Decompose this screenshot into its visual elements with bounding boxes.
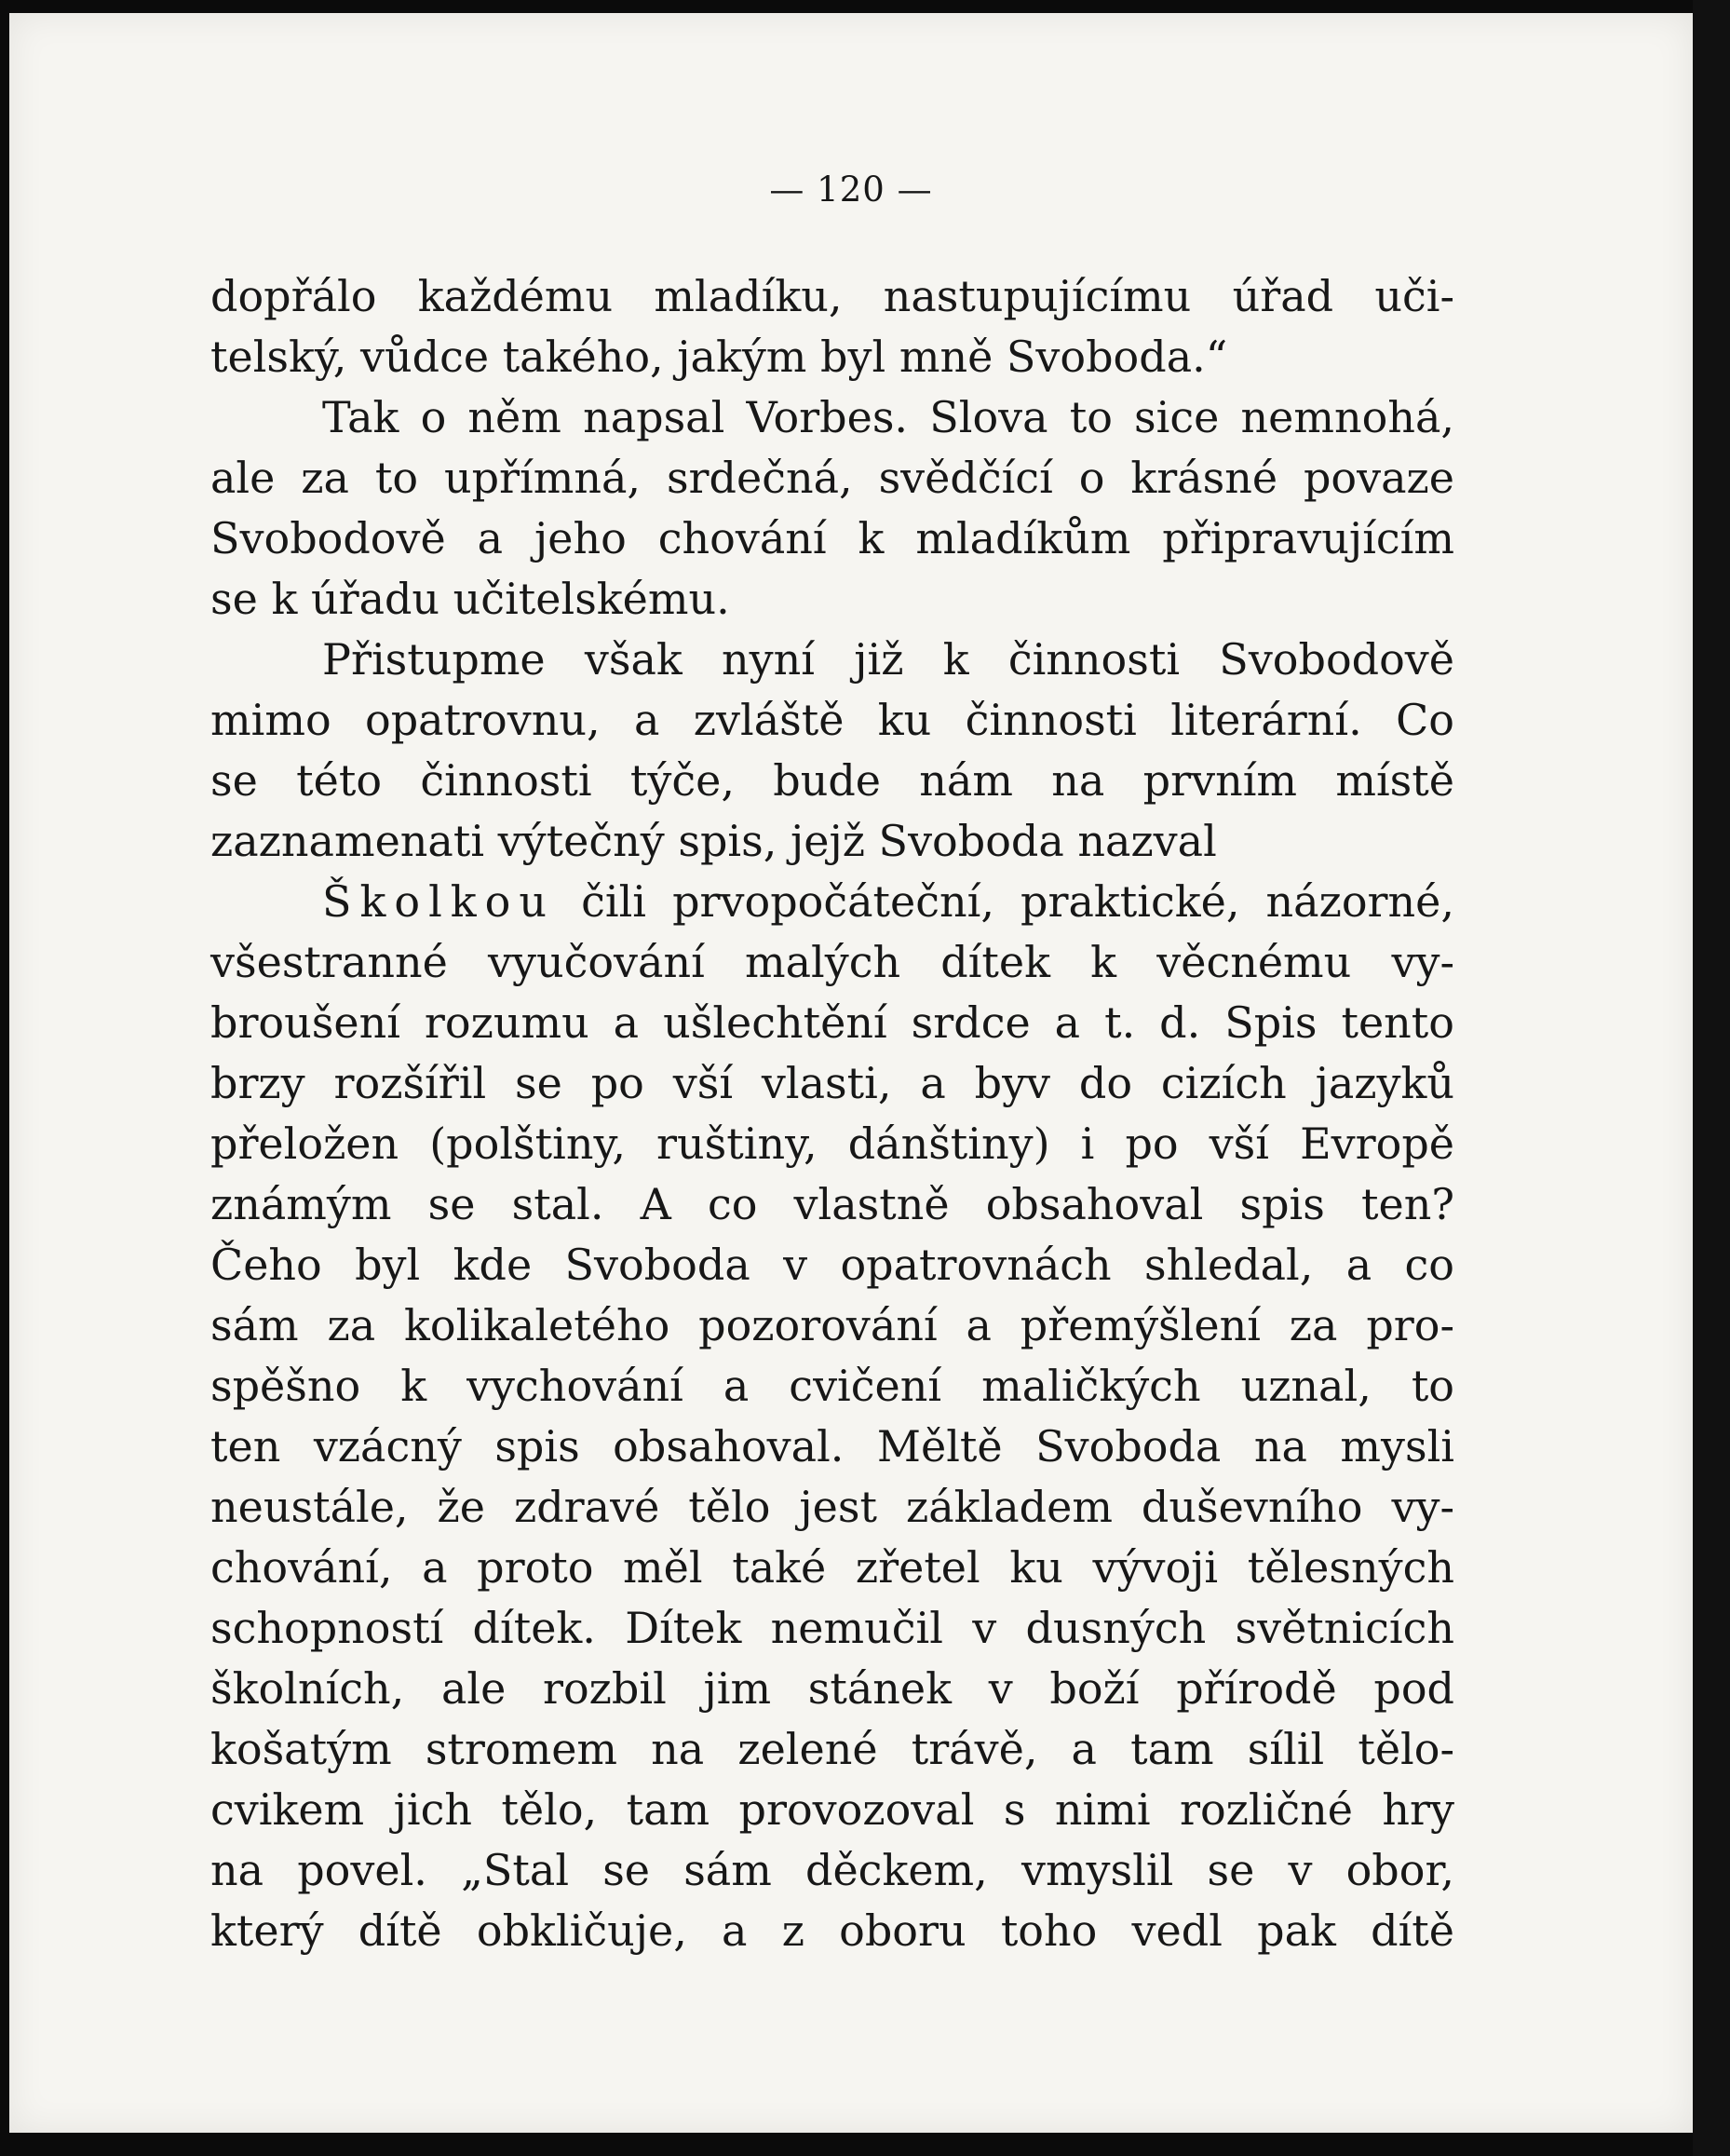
text-line: na povel. „Stal se sám děckem, vmyslil se v obor, bbox=[210, 1845, 1454, 1895]
text-line: zaznamenati výtečný spis, jejž Svoboda nazval bbox=[210, 816, 1217, 866]
text-line: spěšno k vychování a cvičení maličkých uznal, to bbox=[210, 1361, 1454, 1411]
text-line: Tak o něm napsal Vorbes. Slova to sice nemnohá, bbox=[322, 392, 1454, 442]
text-line: ale za to upřímná, srdečná, svědčící o krásné povaze bbox=[210, 453, 1454, 503]
text-line: Přistupme však nyní již k činnosti Svobodově bbox=[322, 634, 1454, 685]
text-line: se k úřadu učitelskému. bbox=[210, 574, 730, 624]
scan-right-edge bbox=[1693, 0, 1730, 2156]
text-line: schopností dítek. Dítek nemučil v dusných světnicích bbox=[210, 1603, 1454, 1653]
text-line: školních, ale rozbil jim stánek v boží přírodě pod bbox=[210, 1663, 1454, 1714]
text-line: broušení rozumu a ušlechtění srdce a t. d. Spis tento bbox=[210, 997, 1454, 1048]
body-text bbox=[210, 266, 1454, 1961]
paper-sheet bbox=[9, 13, 1693, 2133]
text-line-with-title bbox=[210, 872, 1454, 932]
page-number: — 120 — bbox=[769, 169, 933, 210]
text-line: neustále, že zdravé tělo jest základem duševního vy- bbox=[210, 1482, 1454, 1532]
text-line: telský, vůdce takého, jakým byl mně Svoboda.“ bbox=[210, 332, 1228, 382]
text-line: Svobodově a jeho chování k mladíkům připravujícím bbox=[210, 513, 1454, 563]
text-line: cvikem jich tělo, tam provozoval s nimi rozličné hry bbox=[210, 1784, 1454, 1835]
text-line: ten vzácný spis obsahoval. Měltě Svoboda na mysli bbox=[210, 1421, 1454, 1471]
text-line: mimo opatrovnu, a zvláště ku činnosti literární. Co bbox=[210, 695, 1454, 745]
spaced-title: Školkou bbox=[322, 876, 555, 927]
text-line: se této činnosti týče, bude nám na prvním místě bbox=[210, 755, 1454, 806]
text-line: všestranné vyučování malých dítek k věcnému vy- bbox=[210, 937, 1454, 987]
text-line: dopřálo každému mladíku, nastupujícímu úřad uči- bbox=[210, 271, 1454, 321]
text-line: Čeho byl kde Svoboda v opatrovnách shledal, a co bbox=[210, 1240, 1454, 1290]
text-line-rest: čili prvopočáteční, praktické, názorné, bbox=[581, 876, 1454, 927]
text-line: přeložen (polštiny, ruštiny, dánštiny) i po vší Evropě bbox=[210, 1119, 1454, 1169]
text-line: chování, a proto měl také zřetel ku vývoji tělesných bbox=[210, 1542, 1454, 1593]
text-line: známým se stal. A co vlastně obsahoval spis ten? bbox=[210, 1179, 1454, 1229]
text-line: sám za kolikaletého pozorování a přemýšlení za pro- bbox=[210, 1300, 1454, 1350]
text-line: který dítě obkličuje, a z oboru toho vedl pak dítě bbox=[210, 1905, 1454, 1956]
text-line: brzy rozšířil se po vší vlasti, a byv do cizích jazyků bbox=[210, 1058, 1454, 1108]
text-line: košatým stromem na zelené trávě, a tam sílil tělo- bbox=[210, 1724, 1454, 1774]
